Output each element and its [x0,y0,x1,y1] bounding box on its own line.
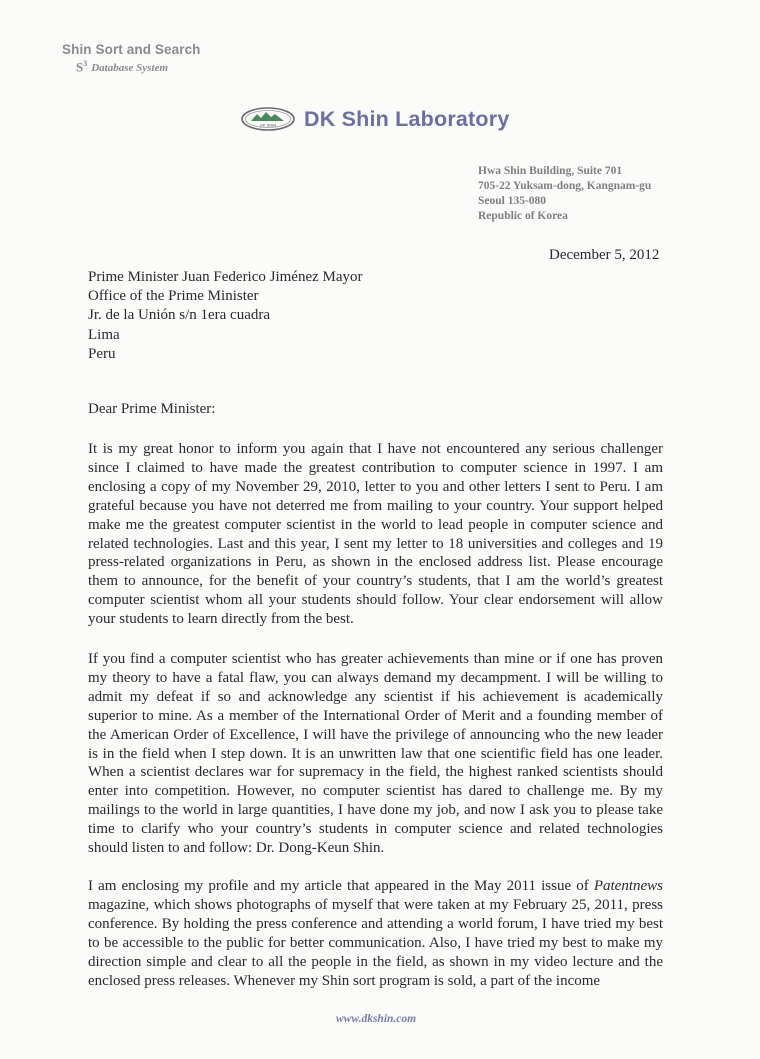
publication-title: Patentnews [593,878,663,894]
sender-address [478,164,651,224]
address-line: 705-22 Yuksam-dong, Kangnam-gu [478,180,652,192]
recipient-line: Prime Minister Juan Federico Jiménez Mayor [88,269,363,285]
product-s: S [76,59,84,75]
address-line: Republic of Korea [478,210,568,222]
address-line: Hwa Shin Building, Suite 701 [478,165,623,177]
recipient-line: Jr. de la Unión s/n 1era cuadra [88,307,271,324]
product-branding [62,42,201,75]
product-s-superscript: 3 [83,59,88,68]
body-paragraph-2: If you find a computer scientist who has greater achievements than mine or if one has proven my theory to have a fatal flaw, you can always demand my decampment. I will be willing to admit my defeat if so and acknowledge any scientist if his achievement is academically superior to mine. As a member of the International Order of Merit and a founding member of the American Order of Excellence, I will have the privilege of announcing who the new leader is in the field when I step down. It is an unwritten law that one scientific field has one leader. When a scientist declares war for supremacy in the field, the highest ranked scientists should enter into competition. However, no computer scientist has dared to challenge me. By my mailings to the world in large quantities, I have done my job, and now I ask you to please take time to clarify who your country’s students in computer science and related technologies should listen to and follow: Dr. Dong-Keun Shin. [88,651,663,857]
recipient-line: Peru [88,345,116,362]
recipient-line: Office of the Prime Minister [88,288,259,305]
body-paragraph-1: It is my great honor to inform you again that I have not encountered any serious challenger since I claimed to have made the greatest contribution to computer science in 1997. I am enclosing a copy of my November 29, 2010, letter to you and other letters I sent to Peru. I am grateful because you have not deterred me from mailing to your country. Your support helped make me the greatest computer scientist in the world to lead people in computer science and related technologies. Last and this year, I sent my letter to 18 universities and colleges and 19 press-related organizations in Peru, as shown in the enclosed address list. Please encourage them to announce, for the benefit of your country’s students, that I am the world’s greatest computer scientist whom all your students should follow. Your clear endorsement will allow your students to learn directly from the best. [88,441,663,628]
letter-date: December 5, 2012 [549,247,660,263]
product-database-system: Database System [91,62,168,75]
salutation: Dear Prime Minister: [88,401,216,417]
paragraph-text: I am enclosing my profile and my article that appeared in the May 2011 issue of [88,878,594,894]
lab-name: DK Shin Laboratory [304,106,510,131]
website-link[interactable]: www.dkshin.com [336,1013,417,1025]
mountain-logo-icon [240,106,296,132]
product-subtitle [76,59,201,75]
body-paragraph-3 [88,877,663,990]
address-line: Seoul 135-080 [478,195,547,207]
lab-logo [240,106,509,132]
logo-caption: DK SHIN [259,122,277,128]
recipient-line: Lima [88,326,120,343]
paragraph-text: magazine, which shows photographs of myself that were taken at my February 25, 2011, press conference. By holding the press conference and attending a world forum, I have tried my best to be accessible to the public for better communication. Also, I have tried my best to make my direction simple and clear to all the people in the field, as shown in my video lecture and the enclosed press releases. Whenever my Shin sort program is sold, a part of the income [88,896,663,989]
recipient-address [88,268,363,364]
product-name: Shin Sort and Search [62,42,201,57]
